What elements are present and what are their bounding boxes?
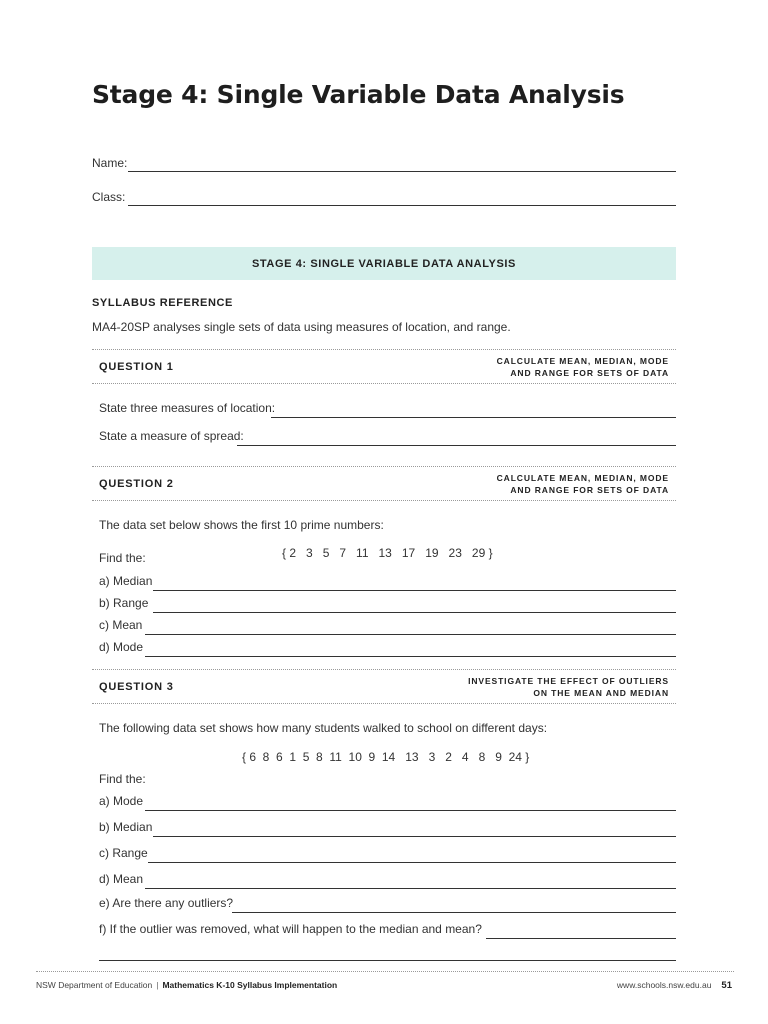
q2-dataset: { 2 3 5 7 11 13 17 19 23 29 } bbox=[282, 546, 493, 560]
q1-location-line[interactable] bbox=[271, 417, 676, 418]
footer-org: NSW Department of Education bbox=[36, 980, 153, 990]
footer-left bbox=[36, 980, 337, 990]
q3-mode-answer[interactable] bbox=[99, 793, 676, 811]
q2-mode-answer[interactable] bbox=[99, 639, 676, 657]
page-number: 51 bbox=[721, 980, 732, 991]
q2-mean-line[interactable] bbox=[145, 634, 676, 635]
name-line[interactable] bbox=[128, 171, 676, 172]
q3-mean-answer[interactable] bbox=[99, 871, 676, 889]
question-2-topic bbox=[497, 472, 669, 496]
question-3-label: QUESTION 3 bbox=[99, 680, 174, 693]
q1-spread-label: State a measure of spread: bbox=[99, 429, 244, 443]
q3-removed-line[interactable] bbox=[486, 938, 676, 939]
q3-dataset: { 6 8 6 1 5 8 11 10 9 14 13 3 2 4 8 9 24 } bbox=[242, 750, 530, 764]
question-2-header bbox=[92, 466, 676, 501]
q1-spread-answer[interactable] bbox=[99, 428, 676, 446]
q3-mean-label: d) Mean bbox=[99, 872, 144, 886]
class-line[interactable] bbox=[128, 205, 676, 206]
q2-median-answer[interactable] bbox=[99, 573, 676, 591]
q3-median-label: b) Median bbox=[99, 820, 153, 834]
q2-intro: The data set below shows the first 10 prime numbers: bbox=[99, 518, 384, 532]
q3-outliers-answer[interactable] bbox=[99, 895, 676, 913]
question-3-topic-line1: INVESTIGATE THE EFFECT OF OUTLIERS bbox=[468, 675, 669, 686]
q1-spread-line[interactable] bbox=[237, 445, 676, 446]
q2-range-answer[interactable] bbox=[99, 595, 676, 613]
syllabus-text: MA4-20SP analyses single sets of data using measures of location, and range. bbox=[92, 320, 511, 334]
class-field[interactable] bbox=[92, 186, 676, 206]
q2-find-label: Find the: bbox=[99, 551, 146, 565]
q3-range-label: c) Range bbox=[99, 846, 148, 860]
name-field[interactable] bbox=[92, 152, 676, 172]
footer-divider bbox=[36, 971, 734, 972]
q3-find-label: Find the: bbox=[99, 772, 146, 786]
q1-location-label: State three measures of location: bbox=[99, 401, 276, 415]
q3-median-line[interactable] bbox=[153, 836, 676, 837]
q3-removed-label: f) If the outlier was removed, what will happen to the median and mean? bbox=[99, 922, 482, 936]
footer-separator: | bbox=[156, 980, 159, 990]
q3-mode-label: a) Mode bbox=[99, 794, 144, 808]
q3-intro: The following data set shows how many students walked to school on different days: bbox=[99, 721, 548, 735]
q2-range-label: b) Range bbox=[99, 596, 149, 610]
question-1-label: QUESTION 1 bbox=[99, 360, 174, 373]
footer-publication: Mathematics K-10 Syllabus Implementation bbox=[162, 980, 338, 990]
class-label: Class: bbox=[92, 190, 126, 204]
page-title: Stage 4: Single Variable Data Analysis bbox=[92, 80, 625, 109]
footer-right bbox=[617, 980, 732, 991]
q3-removed-answer[interactable] bbox=[99, 921, 676, 939]
q2-mode-label: d) Mode bbox=[99, 640, 144, 654]
q2-median-label: a) Median bbox=[99, 574, 153, 588]
question-1-topic-line2: AND RANGE FOR SETS OF DATA bbox=[510, 367, 669, 378]
question-2-label: QUESTION 2 bbox=[99, 477, 174, 490]
q2-mean-label: c) Mean bbox=[99, 618, 143, 632]
q2-median-line[interactable] bbox=[153, 590, 676, 591]
section-banner: STAGE 4: SINGLE VARIABLE DATA ANALYSIS bbox=[92, 247, 676, 280]
question-1-topic bbox=[497, 355, 669, 379]
q3-outliers-label: e) Are there any outliers? bbox=[99, 896, 234, 910]
question-2-topic-line1: CALCULATE MEAN, MEDIAN, MODE bbox=[496, 472, 669, 483]
q3-outliers-line[interactable] bbox=[232, 912, 676, 913]
q2-mode-line[interactable] bbox=[145, 656, 676, 657]
q3-median-answer[interactable] bbox=[99, 819, 676, 837]
question-2-topic-line2: AND RANGE FOR SETS OF DATA bbox=[510, 484, 669, 495]
q2-mean-answer[interactable] bbox=[99, 617, 676, 635]
name-label: Name: bbox=[92, 156, 128, 170]
footer-url[interactable]: www.schools.nsw.edu.au bbox=[616, 980, 712, 990]
q3-extra-answer-line[interactable] bbox=[99, 960, 676, 961]
q3-range-answer[interactable] bbox=[99, 845, 676, 863]
q1-location-answer[interactable] bbox=[99, 400, 676, 418]
q3-range-line[interactable] bbox=[148, 862, 676, 863]
question-3-header bbox=[92, 669, 676, 704]
question-1-header bbox=[92, 349, 676, 384]
question-1-topic-line1: CALCULATE MEAN, MEDIAN, MODE bbox=[496, 355, 669, 366]
question-3-topic bbox=[468, 675, 669, 699]
question-3-topic-line2: ON THE MEAN AND MEDIAN bbox=[533, 687, 669, 698]
syllabus-heading: SYLLABUS REFERENCE bbox=[92, 297, 233, 309]
q3-mean-line[interactable] bbox=[145, 888, 676, 889]
q3-mode-line[interactable] bbox=[145, 810, 676, 811]
q2-range-line[interactable] bbox=[153, 612, 676, 613]
